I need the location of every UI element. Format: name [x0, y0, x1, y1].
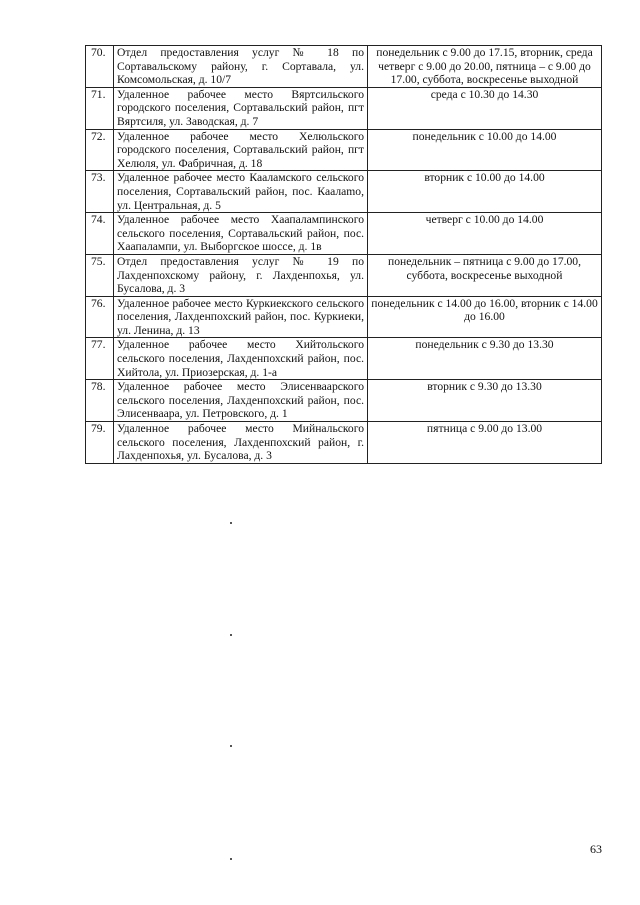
office-schedule: четверг с 10.00 до 14.00: [368, 213, 602, 255]
office-address: Удаленное рабочее место Мийнальского сельского поселения, Лахденпохский район, г. Лахденпохья, ул. Бусалова, д. 3: [114, 422, 368, 464]
page-number: 63: [590, 842, 602, 856]
row-number: 76.: [86, 296, 114, 338]
row-number: 72.: [86, 129, 114, 171]
row-number: 79.: [86, 422, 114, 464]
office-address: Удаленное рабочее место Хаапалампинского сельского поселения, Сортавальский район, пос. Хаапалампи, ул. Выборгское шоссе, д. 1в: [114, 213, 368, 255]
table-row: [86, 46, 602, 88]
table-row: [86, 171, 602, 213]
office-schedule: понедельник с 10.00 до 14.00: [368, 129, 602, 171]
table-row: [86, 380, 602, 422]
row-number: 71.: [86, 87, 114, 129]
table-row: [86, 296, 602, 338]
office-address: Удаленное рабочее место Хийтольского сельского поселения, Лахденпохский район, пос. Хийтола, ул. Приозерская, д. 1-а: [114, 338, 368, 380]
row-number: 75.: [86, 254, 114, 296]
office-schedule: вторник с 10.00 до 14.00: [368, 171, 602, 213]
office-address: Удаленное рабочее место Вяртсильского городского поселения, Сортавальский район, пгт Вяртсиля, ул. Заводская, д. 7: [114, 87, 368, 129]
office-schedule: понедельник – пятница с 9.00 до 17.00, суббота, воскресенье выходной: [368, 254, 602, 296]
office-schedule: вторник с 9.30 до 13.30: [368, 380, 602, 422]
row-number: 73.: [86, 171, 114, 213]
row-number: 78.: [86, 380, 114, 422]
office-schedule: среда с 10.30 до 14.30: [368, 87, 602, 129]
office-schedule: понедельник с 9.00 до 17.15, вторник, среда четверг с 9.00 до 20.00, пятница – с 9.00 до 17.00, суббота, воскресенье выходной: [368, 46, 602, 88]
scan-speck: [230, 858, 232, 860]
office-address: Отдел предоставления услуг № 18 по Сортавальскому району, г. Сортавала, ул. Комсомольская, д. 10/7: [114, 46, 368, 88]
row-number: 77.: [86, 338, 114, 380]
scan-speck: [230, 522, 232, 524]
office-schedule: понедельник с 14.00 до 16.00, вторник с 14.00 до 16.00: [368, 296, 602, 338]
office-address: Удаленное рабочее место Куркиекского сельского поселения, Лахденпохский район, пос. Куркиеки, ул. Ленина, д. 13: [114, 296, 368, 338]
office-address: Отдел предоставления услуг № 19 по Лахденпохскому району, г. Лахденпохья, ул. Бусалова, д. 3: [114, 254, 368, 296]
table-row: [86, 254, 602, 296]
table-row: [86, 87, 602, 129]
table-row: [86, 213, 602, 255]
offices-table: [85, 45, 602, 464]
scan-speck: [230, 634, 232, 636]
office-address: Удаленное рабочее место Кааламского сельского поселения, Сортавальский район, пос. Каалamo, ул. Центральная, д. 5: [114, 171, 368, 213]
table-row: [86, 422, 602, 464]
scan-speck: [230, 745, 232, 747]
table-row: [86, 129, 602, 171]
office-schedule: пятница с 9.00 до 13.00: [368, 422, 602, 464]
office-address: Удаленное рабочее место Хелюльского городского поселения, Сортавальский район, пгт Хелюля, ул. Фабричная, д. 18: [114, 129, 368, 171]
office-address: Удаленное рабочее место Элисенваарского сельского поселения, Лахденпохский район, пос. Элисенваара, ул. Петровского, д. 1: [114, 380, 368, 422]
row-number: 70.: [86, 46, 114, 88]
office-schedule: понедельник с 9.30 до 13.30: [368, 338, 602, 380]
table-row: [86, 338, 602, 380]
row-number: 74.: [86, 213, 114, 255]
